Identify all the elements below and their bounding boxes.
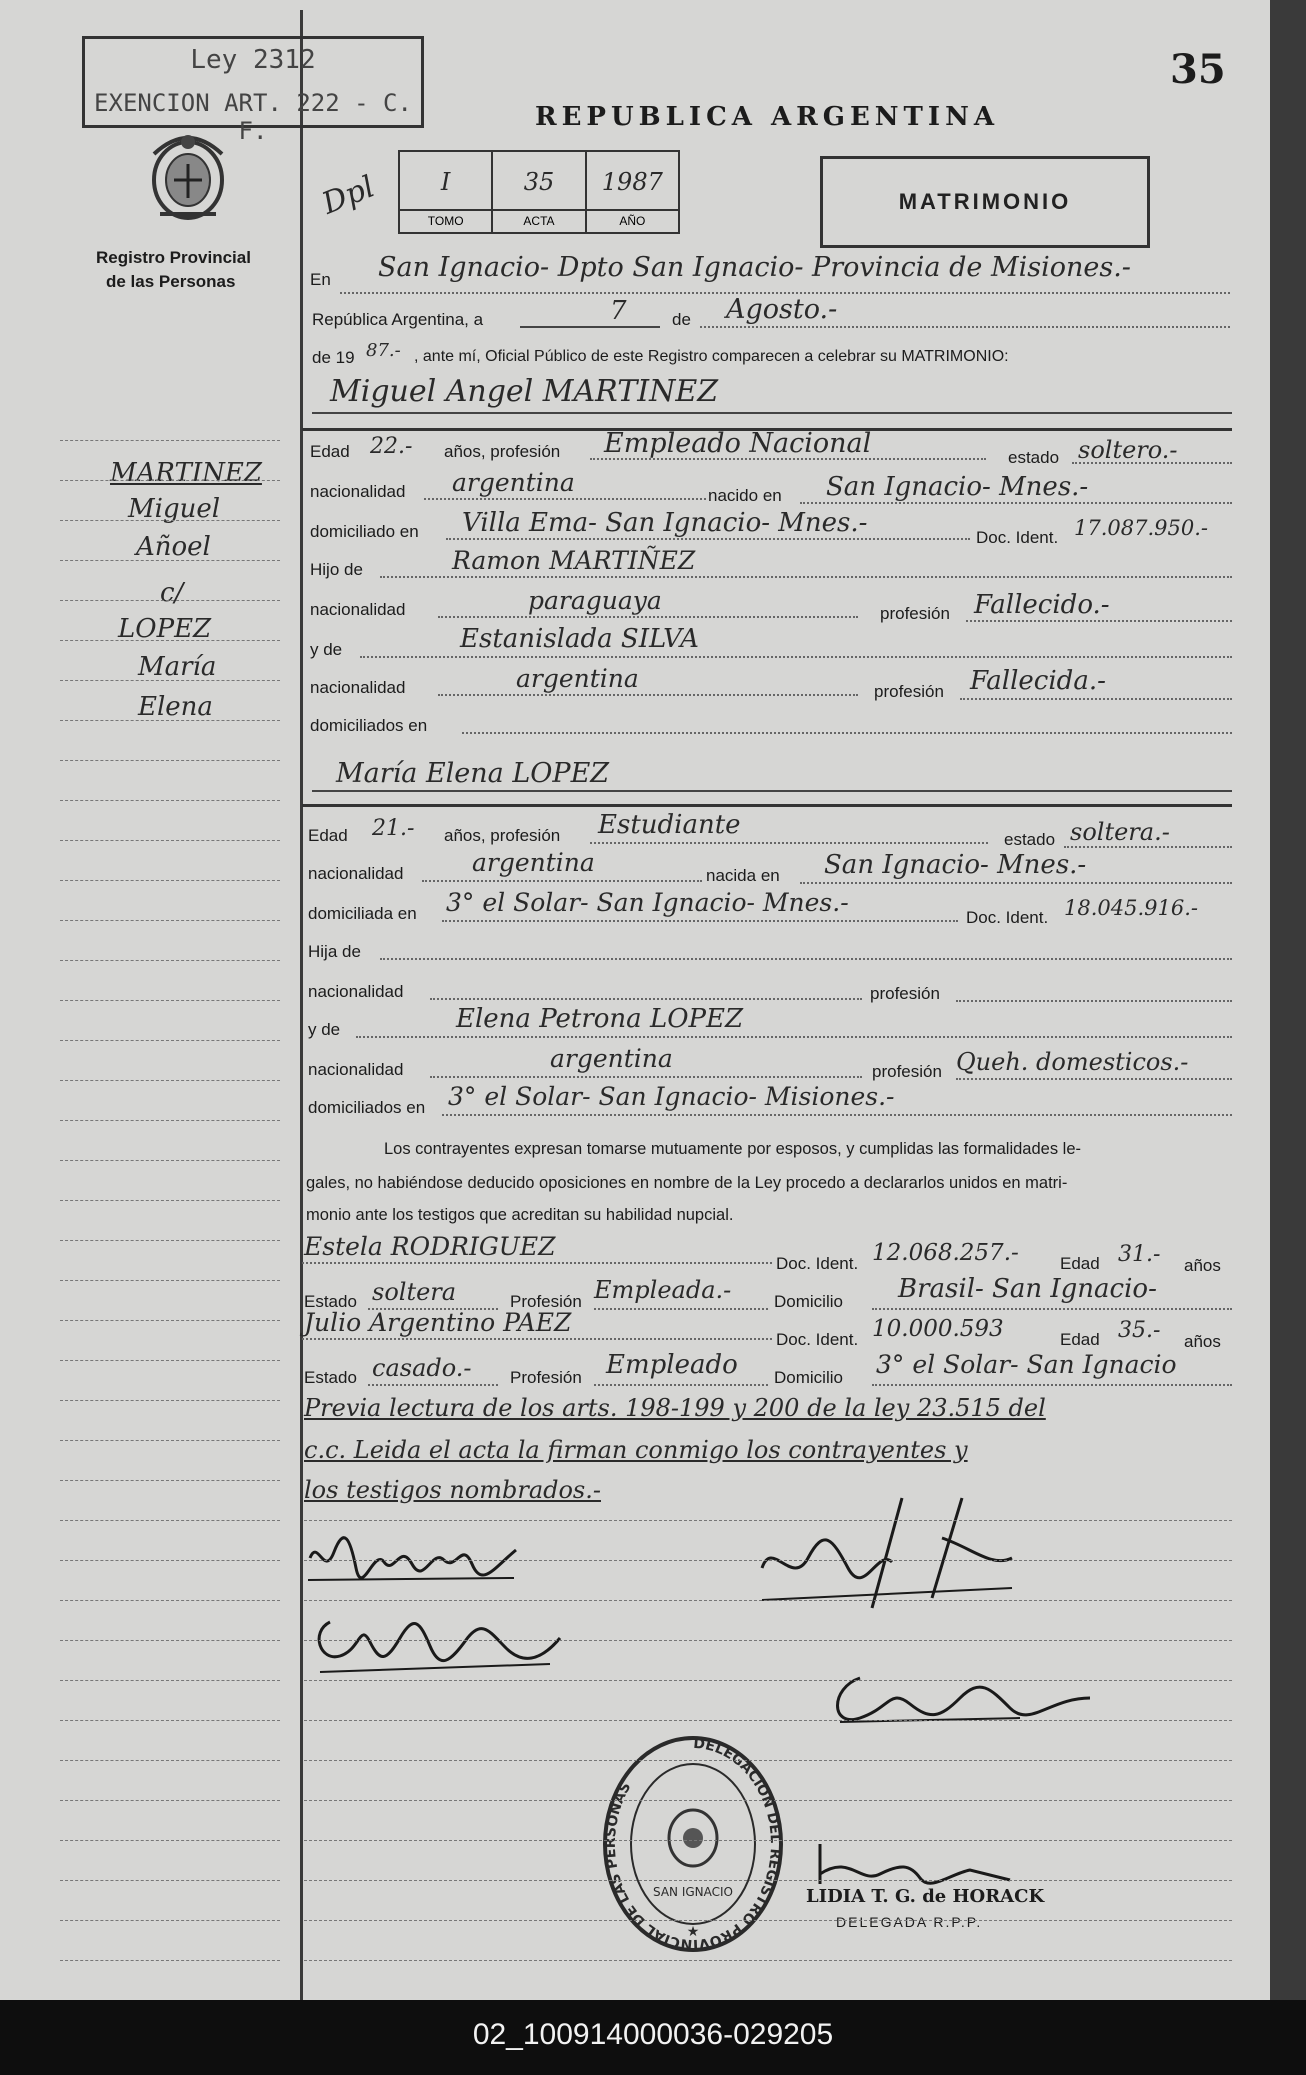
groom-domicile: Villa Ema- San Ignacio- Mnes.- [462, 508, 868, 538]
registry-name-line1: Registro Provincial [96, 248, 251, 267]
witness2-domicile-line [872, 1384, 1232, 1386]
margin-rule [60, 1160, 280, 1161]
bride-domicile-line [442, 920, 958, 922]
body-rule [304, 1680, 1232, 1681]
file-identifier: 02_100914000036-029205 [472, 2018, 834, 2051]
seal-star-icon: ★ [686, 1923, 700, 1939]
year-prefix: de 19 [312, 348, 355, 367]
bride-edad-label: Edad [308, 826, 348, 845]
witness1-name-line [302, 1262, 772, 1264]
declaration-line2: gales, no habiéndose deducido oposiciones en nombre de la Ley procedo a declararlos unidos en matri- [306, 1174, 1068, 1192]
witness2-doc: 10.000.593 [872, 1316, 1004, 1342]
margin-rule [60, 1200, 280, 1201]
bride-mother-nationality: argentina [550, 1044, 673, 1073]
bride-parents-domicile: 3° el Solar- San Ignacio- Misiones.- [448, 1082, 895, 1111]
margin-rule [60, 480, 280, 481]
groom-domicile-line [446, 538, 970, 540]
witness1-domicile: Brasil- San Ignacio- [898, 1274, 1157, 1304]
groom-profesion-label: años, profesión [444, 442, 561, 461]
record-type-box [820, 156, 1150, 248]
margin-rule [60, 720, 280, 721]
body-rule [304, 1920, 1232, 1921]
groom-domiciliado-label: domiciliado en [310, 522, 419, 541]
side-name-7: Elena [138, 692, 213, 722]
groom-mother-prof-label: profesión [874, 682, 944, 701]
bride-nacida-label: nacida en [706, 866, 780, 885]
marriage-day: 7 [610, 296, 627, 326]
groom-father-line [380, 576, 1232, 578]
margin-rule [60, 1640, 280, 1641]
bride-mother-nat-label: nacionalidad [308, 1060, 404, 1079]
groom-father-prof-label: profesión [880, 604, 950, 623]
ano-value: 1987 [601, 168, 663, 196]
bride-mother-prof-label: profesión [872, 1062, 942, 1081]
margin-rule [60, 1480, 280, 1481]
acta-value: 35 [523, 168, 555, 196]
witness1-age: 31.- [1118, 1242, 1161, 1267]
exemption-stamp-line2: EXENCION ART. 222 - C. F. [94, 89, 412, 145]
page-title: REPUBLICA ARGENTINA [535, 102, 1000, 132]
witness1-profession: Empleada.- [594, 1276, 732, 1304]
de-label: de [672, 310, 691, 329]
margin-rule [60, 960, 280, 961]
bride-nationality: argentina [472, 848, 595, 877]
bride-doc-label: Doc. Ident. [966, 908, 1049, 927]
witness2-doc-label: Doc. Ident. [776, 1330, 859, 1349]
groom-parents-dom-line [462, 732, 1232, 734]
witness2-domicilio-label: Domicilio [774, 1368, 843, 1387]
witness1-doc-label: Doc. Ident. [776, 1254, 859, 1273]
bride-age: 21.- [372, 816, 415, 841]
side-name-3: Añoel [136, 532, 211, 562]
witness2-anos-label: años [1184, 1332, 1221, 1351]
groom-mother-nat-label: nacionalidad [310, 678, 406, 697]
bride-nacionalidad-label: nacionalidad [308, 864, 404, 883]
witness2-status-line [368, 1384, 498, 1386]
side-name-6: María [138, 652, 217, 682]
official-seal [598, 1718, 788, 1973]
marriage-year-suffix: 87.- [366, 340, 401, 361]
page-number: 35 [1170, 46, 1226, 93]
body-rule [304, 1880, 1232, 1881]
witness1-profesion-label: Profesión [510, 1292, 582, 1311]
tomo-label: TOMO [400, 209, 491, 228]
seal-ring-text: DELEGACION DEL REGISTRO PROVINCIAL DE LAS PERSONAS [602, 1735, 784, 1953]
bride-domicile: 3° el Solar- San Ignacio- Mnes.- [446, 888, 849, 917]
groom-mother-nationality: argentina [516, 664, 639, 693]
witness1-edad-label: Edad [1060, 1254, 1100, 1273]
margin-rule [60, 1000, 280, 1001]
groom-nacionalidad-label: nacionalidad [310, 482, 406, 501]
side-name-5: LOPEZ [118, 614, 212, 644]
groom-born-line [800, 502, 1232, 504]
groom-yde-label: y de [310, 640, 343, 659]
margin-rule [60, 1840, 280, 1841]
witness2-profession: Empleado [606, 1350, 738, 1380]
bride-nationality-line [422, 880, 702, 882]
groom-name: Miguel Angel MARTINEZ [330, 374, 719, 409]
clerk-initials: Dpl [317, 169, 380, 222]
signature-witness1 [752, 1478, 1042, 1623]
bride-mother-prof-line [956, 1078, 1232, 1080]
witness1-name: Estela RODRIGUEZ [304, 1232, 556, 1261]
margin-rule [60, 1680, 280, 1681]
signature-witness2 [820, 1658, 1100, 1743]
witness1-domicile-line [872, 1308, 1232, 1310]
witness1-status: soltera [372, 1278, 457, 1306]
margin-rule [60, 1760, 280, 1761]
bride-doc: 18.045.916.- [1064, 896, 1199, 920]
witness2-profesion-label: Profesión [510, 1368, 582, 1387]
groom-father-profession: Fallecido.- [974, 590, 1110, 620]
body-rule [304, 1560, 1232, 1561]
declaration-line3: monio ante los testigos que acreditan su habilidad nupcial. [306, 1206, 734, 1224]
witness1-estado-label: Estado [304, 1292, 357, 1311]
bride-yde-label: y de [308, 1020, 341, 1039]
bride-status: soltera.- [1070, 818, 1170, 846]
margin-rule [60, 600, 280, 601]
body-rule [304, 1720, 1232, 1721]
bride-profession: Estudiante [598, 810, 741, 840]
bride-profession-line [590, 842, 988, 844]
bride-parents-dom-label: domiciliados en [308, 1098, 426, 1117]
groom-mother-nat-line [438, 694, 858, 696]
month-line [700, 326, 1230, 328]
margin-rule [60, 1960, 280, 1961]
groom-estado-label: estado [1008, 448, 1060, 467]
officer-name: LIDIA T. G. de HORACK [806, 1886, 1045, 1907]
officer-title: DELEGADA R.P.P. [836, 1914, 983, 1930]
bride-hija-label: Hija de [308, 942, 361, 961]
signature-bride [310, 1602, 570, 1687]
witness2-domicile: 3° el Solar- San Ignacio [876, 1350, 1177, 1379]
groom-mother: Estanislada SILVA [460, 624, 699, 654]
margin-rule [60, 880, 280, 881]
registry-name-line2: de las Personas [106, 272, 236, 291]
margin-rule [60, 440, 280, 441]
groom-father-nat-line [438, 616, 858, 618]
opening-statement: , ante mí, Oficial Público de este Registro comparecen a celebrar su MATRIMONIO: [414, 348, 1009, 365]
bride-father-line [380, 958, 1232, 960]
margin-rule [60, 1520, 280, 1521]
margin-rule [60, 1600, 280, 1601]
groom-nacido-label: nacido en [708, 486, 782, 505]
closing-note-line3: los testigos nombrados.- [304, 1476, 601, 1504]
bride-estado-label: estado [1004, 830, 1056, 849]
tomo-cell [400, 152, 493, 232]
bride-father-prof-label: profesión [870, 984, 940, 1003]
witness2-name: Julio Argentino PAEZ [304, 1308, 572, 1337]
groom-mother-profession: Fallecida.- [970, 666, 1106, 696]
margin-rule [60, 1120, 280, 1121]
margin-rule [60, 800, 280, 801]
bride-born-in: San Ignacio- Mnes.- [824, 850, 1087, 880]
bride-mother-profession: Queh. domesticos.- [956, 1048, 1189, 1076]
margin-rule [60, 1560, 280, 1561]
body-rule [304, 1760, 1232, 1761]
margin-rule [60, 920, 280, 921]
bride-domiciliada-label: domiciliada en [308, 904, 417, 923]
marriage-month: Agosto.- [726, 294, 838, 325]
closing-note-line2: c.c. Leida el acta la firman conmigo los contrayentes y [304, 1436, 968, 1464]
margin-rule [60, 1080, 280, 1081]
body-rule [304, 1800, 1232, 1801]
record-type-label: MATRIMONIO [898, 189, 1072, 214]
acta-label: ACTA [493, 209, 584, 228]
groom-father-nat-label: nacionalidad [310, 600, 406, 619]
groom-nationality-line [424, 498, 706, 500]
margin-rule [60, 1920, 280, 1921]
groom-hijo-label: Hijo de [310, 560, 363, 579]
witness2-profession-line [594, 1384, 768, 1386]
groom-father: Ramon MARTIÑEZ [452, 546, 696, 575]
body-rule [304, 1520, 1232, 1521]
coat-of-arms-icon [140, 124, 236, 233]
margin-rule [60, 1240, 280, 1241]
exemption-stamp [82, 36, 424, 145]
bride-father-nat-line [430, 998, 862, 1000]
margin-rule [60, 1400, 280, 1401]
side-name-4: c/ [160, 578, 184, 608]
groom-nationality: argentina [452, 468, 575, 497]
bride-father-prof-line [956, 1000, 1232, 1002]
bride-name-line [312, 790, 1232, 792]
acta-cell [493, 152, 586, 232]
groom-age: 22.- [370, 434, 413, 459]
bride-name: María Elena LOPEZ [336, 758, 610, 789]
witness1-doc: 12.068.257.- [872, 1240, 1019, 1266]
margin-rule [60, 1280, 280, 1281]
witness1-anos-label: años [1184, 1256, 1221, 1275]
bride-status-line [1064, 846, 1232, 848]
groom-doc-label: Doc. Ident. [976, 528, 1059, 547]
groom-mother-line [360, 656, 1232, 658]
bride-father-nat-label: nacionalidad [308, 982, 404, 1001]
margin-rule [60, 1440, 280, 1441]
bride-parents-dom-line [442, 1114, 1232, 1116]
groom-profession: Empleado Nacional [604, 428, 872, 459]
groom-born-in: San Ignacio- Mnes.- [826, 472, 1089, 502]
body-rule [304, 1640, 1232, 1641]
margin-rule [60, 1800, 280, 1801]
bride-mother-line [356, 1036, 1232, 1038]
groom-edad-label: Edad [310, 442, 350, 461]
register-table [398, 150, 680, 234]
margin-rule [60, 1320, 280, 1321]
groom-father-nationality: paraguaya [528, 586, 662, 615]
ano-label: AÑO [587, 209, 678, 228]
ano-cell [587, 152, 678, 232]
margin-rule [60, 1040, 280, 1041]
tomo-value: I [440, 168, 451, 196]
margin-rule [60, 760, 280, 761]
witness2-age: 35.- [1118, 1318, 1161, 1343]
bride-separator [302, 804, 1232, 807]
margin-rule [60, 1360, 280, 1361]
declaration-line1: Los contrayentes expresan tomarse mutuamente por esposos, y cumplidas las formalidades le- [384, 1140, 1082, 1158]
witness1-profession-line [594, 1308, 768, 1310]
day-line [520, 326, 660, 328]
side-name-1: MARTINEZ [110, 458, 262, 488]
republic-label: República Argentina, a [312, 310, 484, 329]
margin-rule [60, 840, 280, 841]
witness2-edad-label: Edad [1060, 1330, 1100, 1349]
body-rule [304, 1960, 1232, 1961]
book-binding [1270, 0, 1306, 2000]
margin-rule [60, 680, 280, 681]
groom-father-prof-line [966, 620, 1232, 622]
margin-rule [60, 640, 280, 641]
margin-rule [60, 1720, 280, 1721]
groom-doc: 17.087.950.- [1074, 516, 1209, 540]
groom-mother-prof-line [960, 698, 1232, 700]
side-name-2: Miguel [128, 494, 221, 524]
groom-status: soltero.- [1078, 436, 1178, 464]
margin-rule [60, 520, 280, 521]
groom-name-line [312, 412, 1232, 414]
witness2-estado-label: Estado [304, 1368, 357, 1387]
body-rule [304, 1600, 1232, 1601]
bride-mother-nat-line [430, 1076, 862, 1078]
marriage-place: San Ignacio- Dpto San Ignacio- Provincia de Misiones.- [378, 252, 1131, 283]
en-label: En [310, 270, 331, 289]
bride-profesion-label: años, profesión [444, 826, 561, 845]
exemption-stamp-line1: Ley 2312 [190, 45, 316, 75]
closing-note-line1: Previa lectura de los arts. 198-199 y 200 de la ley 23.515 del [304, 1394, 1046, 1422]
signature-groom [304, 1528, 534, 1603]
seal-center-text: SAN IGNACIO [652, 1885, 734, 1899]
witness1-domicilio-label: Domicilio [774, 1292, 843, 1311]
body-rule [304, 1840, 1232, 1841]
bride-mother: Elena Petrona LOPEZ [456, 1004, 744, 1034]
bride-born-line [800, 882, 1232, 884]
witness2-name-line [302, 1338, 772, 1340]
margin-rule [60, 560, 280, 561]
witness2-status: casado.- [372, 1354, 472, 1382]
margin-line [300, 10, 303, 2000]
margin-rule [60, 1880, 280, 1881]
groom-parents-dom-label: domiciliados en [310, 716, 428, 735]
